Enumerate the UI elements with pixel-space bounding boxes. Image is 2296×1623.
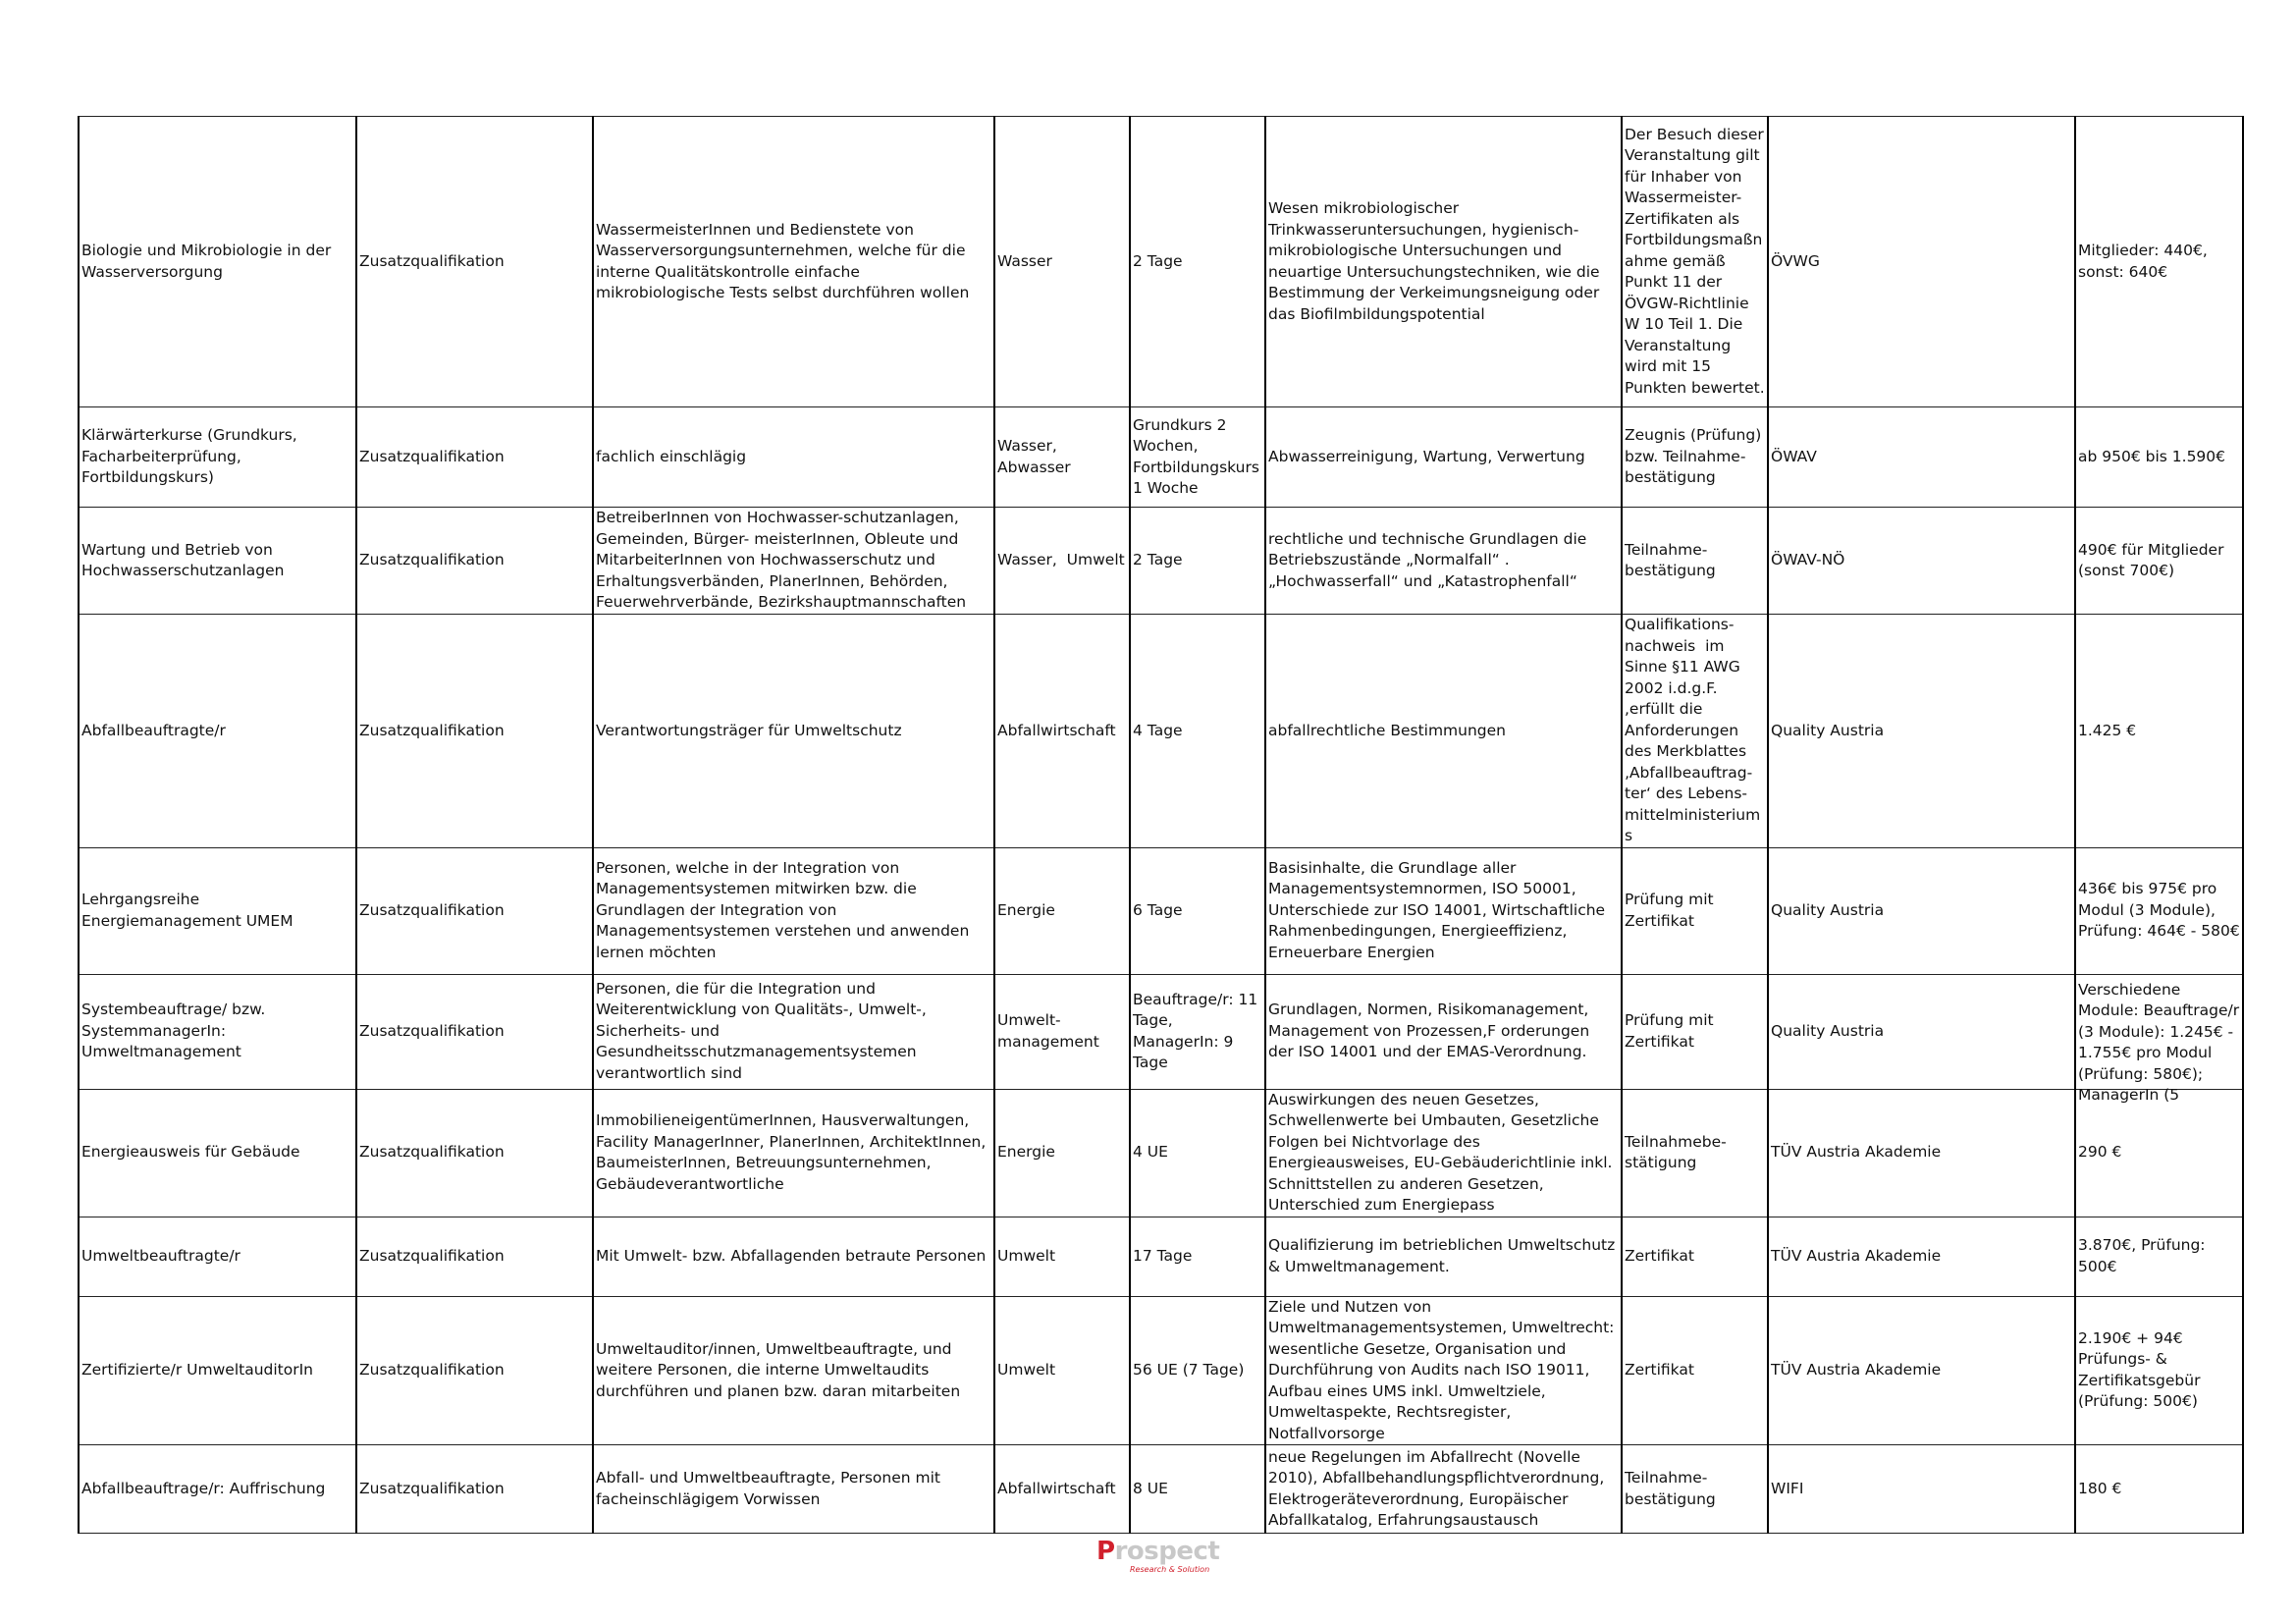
qualification-type-text: Zusatzqualifikation [359, 447, 505, 465]
cell-course-name [79, 974, 356, 1089]
cell-content [1265, 407, 1622, 508]
price-text: 490€ für Mitglieder (sonst 700€) [2078, 540, 2229, 579]
cell-provider [1768, 1089, 2075, 1217]
field-text: Energie [997, 1143, 1055, 1162]
course-name-text: Biologie und Mikrobiologie in der Wasserversorgung [81, 242, 337, 281]
cell-content [1265, 1445, 1622, 1534]
qualification-type-text: Zusatzqualifikation [359, 551, 505, 569]
qualification-type-text: Zusatzqualifikation [359, 1246, 505, 1265]
cell-duration [1130, 407, 1265, 508]
provider-text: ÖWAV-NÖ [1771, 551, 1845, 569]
cell-provider [1768, 1445, 2075, 1534]
content-text: Abwasserreinigung, Wartung, Verwertung [1268, 447, 1585, 465]
duration-text: 8 UE [1133, 1479, 1168, 1497]
table-row [79, 974, 2243, 1089]
certificate-text: Teilnahme-bestätigung [1625, 540, 1716, 579]
target-group-text: BetreiberInnen von Hochwasser-schutzanlagen, Gemeinden, Bürger- meisterInnen, Obleute und MitarbeiterInnen von Hochwasserschutz und Erhaltungsverbänden, PlanerInnen, Behörden, Feuerwehrverbände, Bezirkshauptmannschaften [596, 509, 967, 612]
cell-qualification-type [356, 117, 593, 407]
duration-text: 4 Tage [1133, 721, 1183, 739]
certificate-text: Der Besuch dieser Veranstaltung gilt für Inhaber von Wassermeister-Zertifikaten als Fortbildungsmaßnahme gemäß Punkt 11 der ÖVGW-Richtlinie W 10 Teil 1. Die Veranstaltung wird mit 15 Punkten bewertet. [1625, 125, 1769, 397]
content-text: abfallrechtliche Bestimmungen [1268, 721, 1506, 739]
cell-certificate [1622, 1296, 1768, 1445]
field-text: Wasser [997, 251, 1052, 270]
cell-qualification-type [356, 407, 593, 508]
cell-provider [1768, 1217, 2075, 1296]
target-group-text: Umweltauditor/innen, Umweltbeauftragte, und weitere Personen, die interne Umweltaudits durchführen und planen bzw. daran mitarbeiten [596, 1339, 961, 1400]
cell-price [2075, 615, 2243, 848]
prospect-logo [1096, 1537, 1220, 1576]
course-name-text: Lehrgangsreihe Energiemanagement UMEM [81, 891, 294, 930]
duration-text: 17 Tage [1133, 1246, 1193, 1265]
field-text: Abfallwirtschaft [997, 721, 1116, 739]
cell-qualification-type [356, 508, 593, 615]
table-row [79, 615, 2243, 848]
cell-field [994, 847, 1130, 974]
cell-qualification-type [356, 1296, 593, 1445]
table-body [79, 117, 2243, 1534]
cell-qualification-type [356, 1217, 593, 1296]
cell-price [2075, 847, 2243, 974]
cell-target-group [593, 615, 994, 848]
cell-field [994, 117, 1130, 407]
field-text: Umwelt-management [997, 1011, 1099, 1051]
certificate-text: Prüfung mit Zertifikat [1625, 891, 1719, 930]
field-text: Energie [997, 900, 1055, 919]
cell-duration [1130, 1445, 1265, 1534]
cell-content [1265, 847, 1622, 974]
cell-duration [1130, 508, 1265, 615]
target-group-text: Mit Umwelt- bzw. Abfallagenden betraute Personen [596, 1246, 987, 1265]
table-row [79, 508, 2243, 615]
certificate-text: Zertifikat [1625, 1361, 1694, 1379]
cell-content [1265, 615, 1622, 848]
price-text: Verschiedene Module: Beauftrage/r (3 Module): 1.245€ - 1.755€ pro Modul (Prüfung: 580€); ManagerIn (5 [2078, 980, 2245, 1104]
cell-target-group [593, 1445, 994, 1534]
cell-certificate [1622, 117, 1768, 407]
cell-qualification-type [356, 615, 593, 848]
content-text: Wesen mikrobiologischer Trinkwasseruntersuchungen, hygienisch-mikrobiologische Untersuchungen und neuartige Untersuchungstechniken, wie die Bestimmung der Verkeimungsneigung oder das Biofilmbildungspotential [1268, 199, 1605, 323]
duration-text: 2 Tage [1133, 251, 1183, 270]
cell-field [994, 974, 1130, 1089]
duration-text: 4 UE [1133, 1143, 1168, 1162]
cell-target-group [593, 974, 994, 1089]
field-text: Abfallwirtschaft [997, 1479, 1116, 1497]
certificate-text: Prüfung mit Zertifikat [1625, 1011, 1719, 1051]
cell-field [994, 615, 1130, 848]
content-text: rechtliche und technische Grundlagen die Betriebszustände „Normalfall“ . „Hochwasserfall“ und „Katastrophenfall“ [1268, 529, 1592, 590]
cell-provider [1768, 407, 2075, 508]
cell-provider [1768, 117, 2075, 407]
content-text: Basisinhalte, die Grundlage aller Managementsystemnormen, ISO 50001, Unterschiede zur ISO 14001, Wirtschaftliche Rahmenbedingungen, Energieeffizienz, Erneuerbare Energien [1268, 858, 1611, 961]
cell-course-name [79, 615, 356, 848]
cell-field [994, 1296, 1130, 1445]
price-text: 436€ bis 975€ pro Modul (3 Module), Prüfung: 464€ - 580€ [2078, 880, 2240, 941]
content-text: Grundlagen, Normen, Risikomanagement, Management von Prozessen,F orderungen der ISO 14001 und der EMAS-Verordnung. [1268, 1001, 1595, 1061]
cell-field [994, 1089, 1130, 1217]
content-text: Qualifizierung im betrieblichen Umweltschutz & Umweltmanagement. [1268, 1236, 1621, 1275]
certificate-text: Teilnahme-bestätigung [1625, 1469, 1716, 1508]
course-name-text: Abfallbeauftrage/r: Auffrischung [81, 1479, 326, 1497]
cell-course-name [79, 1445, 356, 1534]
cell-course-name [79, 1089, 356, 1217]
cell-course-name [79, 508, 356, 615]
table-row [79, 1217, 2243, 1296]
price-text: ab 950€ bis 1.590€ [2078, 447, 2226, 465]
duration-text: 6 Tage [1133, 900, 1183, 919]
price-text: 1.425 € [2078, 721, 2137, 739]
field-text: Wasser, Umwelt [997, 551, 1125, 569]
cell-content [1265, 974, 1622, 1089]
cell-target-group [593, 508, 994, 615]
cell-provider [1768, 508, 2075, 615]
cell-certificate [1622, 1217, 1768, 1296]
cell-target-group [593, 1089, 994, 1217]
duration-text: 56 UE (7 Tage) [1133, 1361, 1245, 1379]
qualification-type-text: Zusatzqualifikation [359, 251, 505, 270]
target-group-text: Verantwortungsträger für Umweltschutz [596, 721, 902, 739]
cell-duration [1130, 1089, 1265, 1217]
cell-target-group [593, 1296, 994, 1445]
cell-qualification-type [356, 1089, 593, 1217]
duration-text: Grundkurs 2 Wochen, Fortbildungskurs 1 Woche [1133, 415, 1264, 497]
cell-course-name [79, 847, 356, 974]
duration-text: Beauftrage/r: 11 Tage, ManagerIn: 9 Tage [1133, 990, 1263, 1071]
cell-field [994, 407, 1130, 508]
provider-text: Quality Austria [1771, 1021, 1885, 1040]
provider-text: Quality Austria [1771, 900, 1885, 919]
cell-qualification-type [356, 974, 593, 1089]
course-name-text: Zertifizierte/r UmweltauditorIn [81, 1361, 313, 1379]
provider-text: WIFI [1771, 1479, 1804, 1497]
price-text: Mitglieder: 440€, sonst: 640€ [2078, 242, 2213, 281]
cell-content [1265, 508, 1622, 615]
cell-price [2075, 974, 2245, 1104]
course-name-text: Wartung und Betrieb von Hochwasserschutzanlagen [81, 540, 285, 579]
logo-wordmark: Prospect [1096, 1537, 1220, 1566]
table-row [79, 1445, 2243, 1534]
qualification-type-text: Zusatzqualifikation [359, 1021, 505, 1040]
target-group-text: ImmobilieneigentümerInnen, Hausverwaltungen, Facility ManagerInner, PlanerInnen, ArchitektInnen, BaumeisterInnen, Betreuungsunternehmen, Gebäudeverantwortliche [596, 1111, 991, 1193]
cell-content [1265, 1296, 1622, 1445]
provider-text: TÜV Austria Akademie [1771, 1246, 1942, 1265]
cell-price [2075, 1089, 2243, 1217]
duration-text: 2 Tage [1133, 551, 1183, 569]
price-text: 2.190€ + 94€ Prüfungs- & Zertifikatsgebür (Prüfung: 500€) [2078, 1328, 2206, 1411]
content-text: Ziele und Nutzen von Umweltmanagementsystemen, Umweltrecht: wesentliche Gesetze, Organisation und Durchführung von Audits nach ISO 19011, Aufbau eines UMS inkl. Umweltziele, Umweltaspekte, Rechtsregister, Notfallvorsorge [1268, 1297, 1620, 1442]
certificate-text: Zeugnis (Prüfung) bzw. Teilnahme-bestätigung [1625, 426, 1767, 487]
cell-certificate [1622, 615, 1768, 848]
course-name-text: Klärwärterkurse (Grundkurs, Facharbeiterprüfung, Fortbildungskurs) [81, 426, 302, 487]
cell-price [2075, 508, 2243, 615]
content-text: Auswirkungen des neuen Gesetzes, Schwellenwerte bei Umbauten, Gesetzliche Folgen bei Nichtvorlage des Energieausweises, EU-Gebäuderichtlinie inkl. Schnittstellen zu anderen Gesetzen, Unterschied zum Energiepass [1268, 1090, 1618, 1214]
table-row [79, 117, 2243, 407]
field-text: Wasser, Abwasser [997, 437, 1071, 476]
cell-duration [1130, 847, 1265, 974]
table-row [79, 847, 2243, 974]
table-row [79, 407, 2243, 508]
course-name-text: Systembeauftrage/ bzw. SystemmanagerIn: Umweltmanagement [81, 1001, 271, 1061]
field-text: Umwelt [997, 1246, 1056, 1265]
cell-certificate [1622, 974, 1768, 1089]
target-group-text: WassermeisterInnen und Bedienstete von Wasserversorgungsunternehmen, welche für die interne Qualitätskontrolle einfache mikrobiologische Tests selbst durchführen wollen [596, 220, 971, 301]
cell-field [994, 1445, 1130, 1534]
cell-provider [1768, 615, 2075, 848]
target-group-text: Personen, welche in der Integration von Managementsystemen mitwirken bzw. die Grundlagen der Integration von Managementsystemen verstehen und anwenden lernen möchten [596, 858, 975, 961]
certificate-text: Teilnahmebe-stätigung [1625, 1132, 1727, 1171]
course-name-text: Umweltbeauftragte/r [81, 1246, 240, 1265]
cell-target-group [593, 1217, 994, 1296]
provider-text: Quality Austria [1771, 721, 1885, 739]
provider-text: TÜV Austria Akademie [1771, 1143, 1942, 1162]
cell-duration [1130, 1296, 1265, 1445]
cell-duration [1130, 615, 1265, 848]
cell-duration [1130, 1217, 1265, 1296]
cell-price [2075, 117, 2243, 407]
cell-price [2075, 1296, 2243, 1445]
course-name-text: Abfallbeauftragte/r [81, 721, 226, 739]
table-row [79, 1296, 2243, 1445]
cell-content [1265, 117, 1622, 407]
cell-certificate [1622, 407, 1768, 508]
cell-course-name [79, 1217, 356, 1296]
cell-certificate [1622, 847, 1768, 974]
provider-text: TÜV Austria Akademie [1771, 1361, 1942, 1379]
cell-duration [1130, 117, 1265, 407]
certificate-text: Qualifikations-nachweis im Sinne §11 AWG 2002 i.d.g.F. ,erfüllt die Anforderungen des Merkblattes ‚Abfallbeauftrag-ter‘ des Lebens-mittelministeriums [1625, 616, 1761, 844]
qualification-type-text: Zusatzqualifikation [359, 721, 505, 739]
cell-duration [1130, 974, 1265, 1089]
price-text: 3.870€, Prüfung: 500€ [2078, 1236, 2211, 1275]
cell-price [2075, 407, 2243, 508]
target-group-text: Personen, die für die Integration und Weiterentwicklung von Qualitäts-, Umwelt-, Sicherheits- und Gesundheitsschutzmanagementsystemen verantwortlich sind [596, 979, 932, 1082]
cell-certificate [1622, 1089, 1768, 1217]
logo-tagline: Research & Solution [1130, 1565, 1210, 1574]
cell-course-name [79, 1296, 356, 1445]
qualification-type-text: Zusatzqualifikation [359, 1143, 505, 1162]
cell-certificate [1622, 1445, 1768, 1534]
qualification-type-text: Zusatzqualifikation [359, 1361, 505, 1379]
cell-qualification-type [356, 847, 593, 974]
cell-field [994, 508, 1130, 615]
cell-price [2075, 1217, 2243, 1296]
cell-certificate [1622, 508, 1768, 615]
cell-provider [1768, 1296, 2075, 1445]
certificate-text: Zertifikat [1625, 1246, 1694, 1265]
qualification-type-text: Zusatzqualifikation [359, 900, 505, 919]
provider-text: ÖVWG [1771, 251, 1820, 270]
cell-course-name [79, 117, 356, 407]
cell-price [2075, 1445, 2243, 1534]
course-table [78, 116, 2244, 1534]
cell-content [1265, 1089, 1622, 1217]
cell-field [994, 1217, 1130, 1296]
qualification-type-text: Zusatzqualifikation [359, 1479, 505, 1497]
content-text: neue Regelungen im Abfallrecht (Novelle 2010), Abfallbehandlungspflichtverordnung, Elektrogeräteverordnung, Europäischer Abfallkatalog, Erfahrungsaustausch [1268, 1447, 1610, 1529]
field-text: Umwelt [997, 1361, 1056, 1379]
price-text: 290 € [2078, 1143, 2122, 1162]
course-name-text: Energieausweis für Gebäude [81, 1143, 300, 1162]
target-group-text: Abfall- und Umweltbeauftragte, Personen mit facheinschlägigem Vorwissen [596, 1469, 945, 1508]
cell-target-group [593, 847, 994, 974]
cell-course-name [79, 407, 356, 508]
provider-text: ÖWAV [1771, 447, 1817, 465]
cell-target-group [593, 117, 994, 407]
cell-provider [1768, 847, 2075, 974]
cell-qualification-type [356, 1445, 593, 1534]
cell-provider [1768, 974, 2075, 1089]
cell-target-group [593, 407, 994, 508]
target-group-text: fachlich einschlägig [596, 447, 747, 465]
cell-content [1265, 1217, 1622, 1296]
price-text: 180 € [2078, 1479, 2122, 1497]
table-row [79, 1089, 2243, 1217]
